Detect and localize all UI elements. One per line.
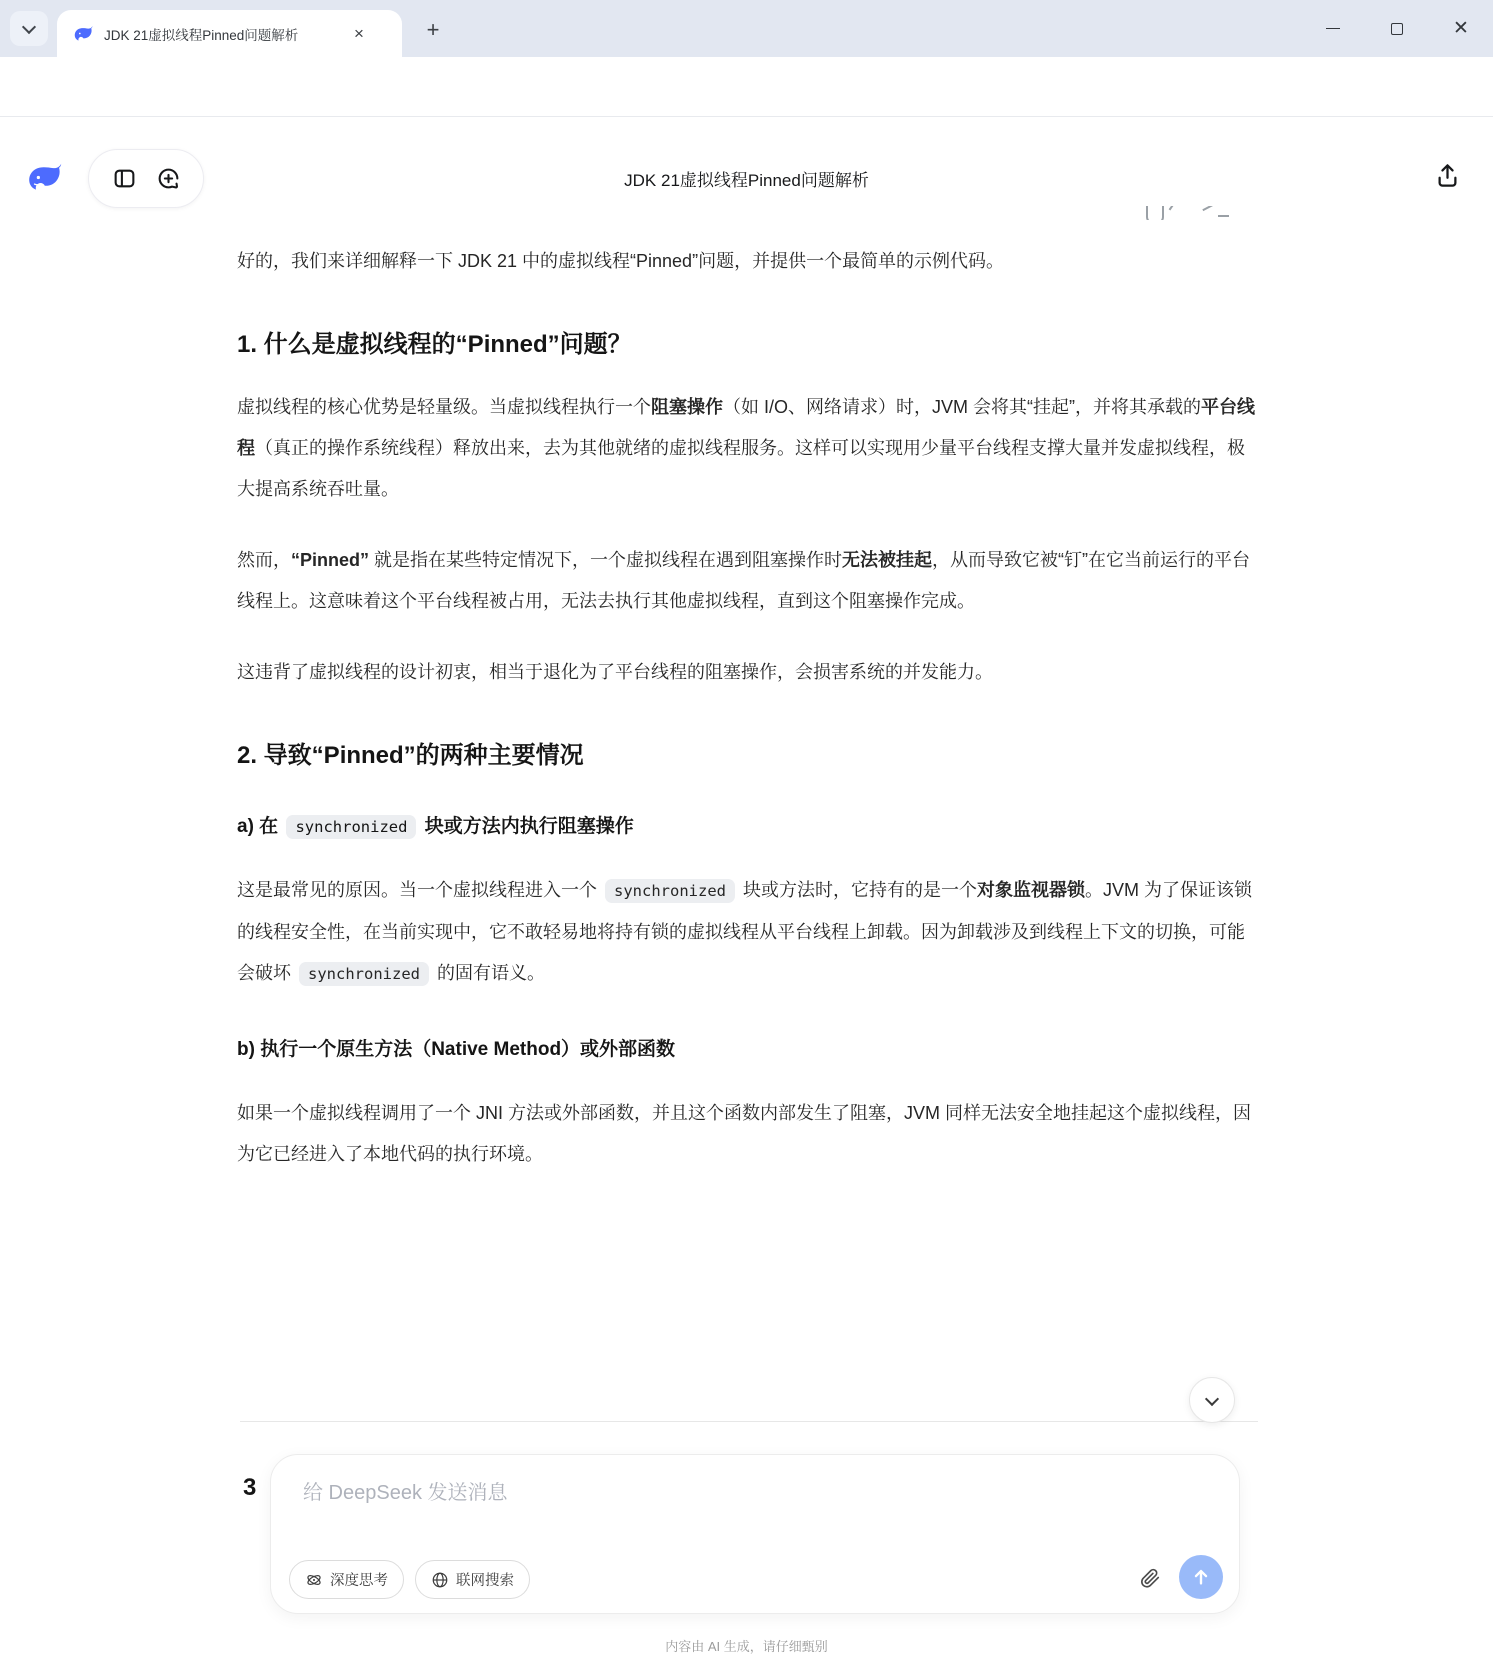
message-input[interactable] [303, 1477, 1123, 1509]
text-run: 2. 导致“Pinned”的两种主要情况 [237, 742, 584, 769]
chevron-down-icon [1205, 1391, 1219, 1405]
text-run: 1. 什么是虚拟线程的“Pinned”问题？ [237, 331, 632, 358]
text-run: 这违背了虚拟线程的设计初衷，相当于退化为了平台线程的阻塞操作，会损害系统的并发能力。 [237, 662, 993, 682]
composer-divider [240, 1421, 1258, 1422]
text-run: 块或方法时，它持有的是一个 [737, 880, 977, 900]
text-run: 对象监视器锁 [976, 880, 1085, 900]
text-run: （真正的操作系统线程）释放出来，去为其他就绪的虚拟线程服务。这样可以实现用少量平台线程支撑大量并发虚拟线程，极大提高系统吞吐量。 [237, 438, 1245, 499]
message-paragraph [237, 387, 1258, 510]
share-icon[interactable] [1430, 158, 1464, 192]
refresh-icon[interactable] [1146, 206, 1164, 220]
globe-icon [431, 1571, 449, 1589]
text-run: 的固有语义。 [432, 963, 546, 983]
browser-toolbar [0, 57, 1493, 117]
tab-title: JDK 21虚拟线程Pinned问题解析 [104, 24, 342, 44]
message-heading [237, 328, 1258, 361]
text-run: 平台线程 [237, 397, 1255, 458]
message-paragraph [237, 652, 1258, 693]
window-controls [1315, 0, 1479, 57]
text-run: 块或方法内执行阻塞操作 [419, 816, 634, 837]
refresh-icon-tail [1169, 206, 1175, 210]
deepseek-page [0, 118, 1493, 1677]
send-button[interactable] [1179, 1555, 1223, 1599]
composer-card [270, 1454, 1240, 1614]
message-heading [237, 739, 1258, 772]
text-run: 无法被挂起 [842, 550, 933, 570]
page-title: JDK 21虚拟线程Pinned问题解析 [624, 171, 869, 190]
text-run: 虚拟线程的核心优势是轻量级。当虚拟线程执行一个 [237, 397, 651, 417]
chevron-down-icon [22, 19, 36, 33]
web-search-label: 联网搜索 [456, 1573, 514, 1589]
deep-think-label: 深度思考 [330, 1573, 388, 1589]
window-minimize-icon[interactable] [1315, 11, 1351, 47]
tab-search-button[interactable] [10, 11, 48, 46]
inline-code: synchronized [299, 962, 429, 986]
scroll-to-bottom-button[interactable] [1189, 1377, 1235, 1423]
message-heading [237, 812, 1258, 842]
clipped-message-actions [1140, 206, 1250, 220]
text-run: （如 I/O、网络请求）时，JVM 会将其“挂起”，并将其承载的 [723, 397, 1201, 417]
deepseek-favicon-icon [73, 23, 94, 44]
text-run: 。JVM 为了保证该锁的线程安全性，在当前实现中，它不敢轻易地将持有锁的虚拟线程从平台线程上卸载。因为卸载涉及到线程上下文的切换，可能会破坏 [237, 880, 1252, 983]
composer-options [289, 1560, 530, 1599]
message-paragraph [237, 540, 1258, 622]
attach-paperclip-icon[interactable] [1137, 1565, 1163, 1591]
tab-close-icon[interactable]: × [354, 23, 364, 43]
inline-code: synchronized [605, 879, 735, 903]
deep-think-atom-icon [305, 1571, 323, 1589]
text-run: b) 执行一个原生方法（Native Method）或外部函数 [237, 1039, 676, 1060]
window-close-icon[interactable]: ✕ [1453, 18, 1469, 39]
message-paragraph [237, 870, 1258, 995]
text-run: “Pinned” [291, 550, 370, 570]
message-paragraph [237, 1093, 1258, 1175]
web-search-button[interactable] [415, 1560, 530, 1599]
ai-disclaimer: 内容由 AI 生成，请仔细甄别 [665, 1639, 828, 1654]
browser-tab-strip [0, 0, 1493, 57]
text-run: 好的，我们来详细解释一下 JDK 21 中的虚拟线程“Pinned”问题，并提供一个最简单的示例代码。 [237, 251, 1005, 271]
edit-icon[interactable] [1202, 206, 1215, 211]
text-run: 阻塞操作 [651, 397, 723, 417]
edit-icon-base [1218, 215, 1229, 217]
hidden-heading-fragment: 3 [243, 1474, 257, 1501]
assistant-message [237, 241, 1258, 1205]
inline-code: synchronized [286, 815, 416, 839]
send-arrow-icon [1190, 1566, 1212, 1588]
window-maximize-icon[interactable] [1379, 11, 1415, 47]
message-heading [237, 1035, 1258, 1065]
text-run: 然而， [237, 550, 291, 570]
deep-think-button[interactable] [289, 1560, 404, 1599]
active-tab[interactable] [57, 10, 402, 57]
message-paragraph [237, 241, 1258, 282]
text-run: 就是指在某些特定情况下，一个虚拟线程在遇到阻塞操作时 [369, 550, 843, 570]
text-run: 这是最常见的原因。当一个虚拟线程进入一个 [237, 880, 602, 900]
text-run: ，从而导致它被“钉”在它当前运行的平台线程上。这意味着这个平台线程被占用，无法去执行其他虚拟线程，直到这个阻塞操作完成。 [237, 550, 1251, 611]
text-run: 如果一个虚拟线程调用了一个 JNI 方法或外部函数，并且这个函数内部发生了阻塞，JVM 同样无法安全地挂起这个虚拟线程，因为它已经进入了本地代码的执行环境。 [237, 1103, 1251, 1164]
text-run: a) 在 [237, 816, 284, 837]
new-tab-button[interactable]: + [426, 17, 440, 42]
